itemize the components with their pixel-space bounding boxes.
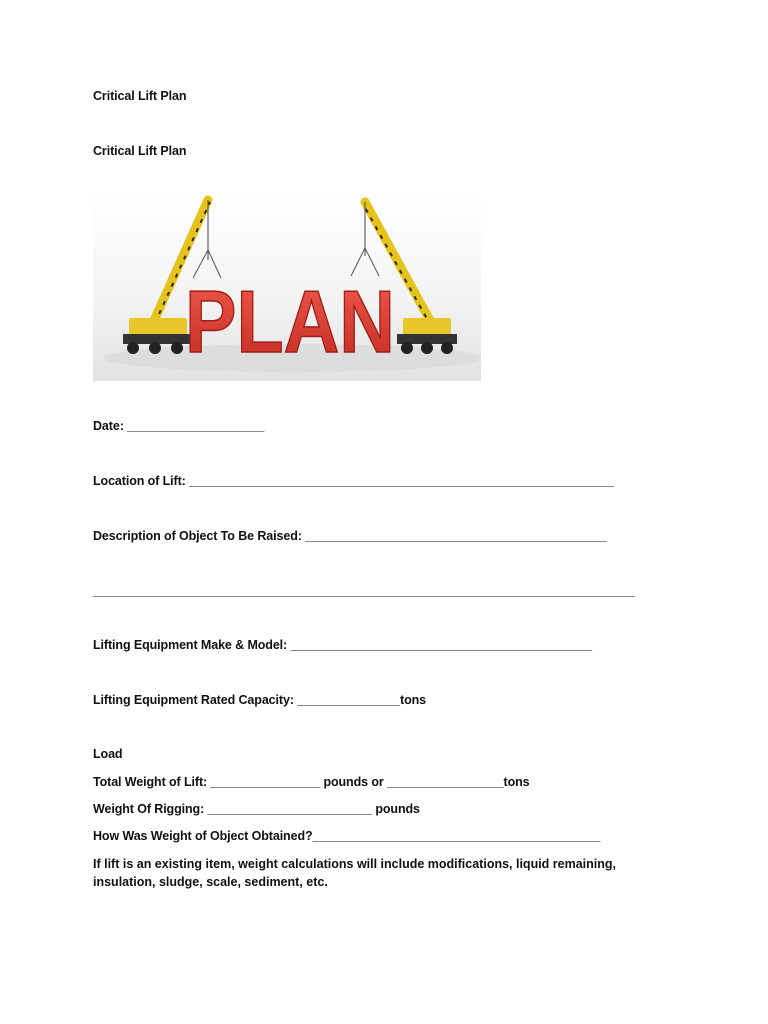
date-field[interactable]: Date: ____________________ [93, 419, 265, 433]
load-heading: Load [93, 747, 123, 761]
plan-crane-image [93, 188, 481, 381]
plan-letters: PLAN [185, 272, 395, 371]
location-field[interactable]: Location of Lift: ______________________________________________________________ [93, 474, 614, 488]
document-subtitle: Critical Lift Plan [93, 144, 187, 158]
description-continuation-line[interactable]: _______________________________________________________________________________ [93, 584, 635, 598]
document-title: Critical Lift Plan [93, 89, 187, 103]
capacity-field[interactable]: Lifting Equipment Rated Capacity: _______________tons [93, 693, 427, 707]
weight-source-field[interactable]: How Was Weight of Object Obtained?__________________________________________ [93, 829, 601, 843]
rigging-weight-field[interactable]: Weight Of Rigging: ________________________ pounds [93, 802, 420, 816]
equipment-field[interactable]: Lifting Equipment Make & Model: ____________________________________________ [93, 638, 592, 652]
total-weight-field[interactable]: Total Weight of Lift: ________________ pounds or _________________tons [93, 775, 530, 789]
weight-calculation-note: If lift is an existing item, weight calculations will include modifications, liquid remaining, insulation, sludge, scale, sediment, etc. [93, 857, 616, 889]
description-field[interactable]: Description of Object To Be Raised: ____________________________________________ [93, 529, 607, 543]
